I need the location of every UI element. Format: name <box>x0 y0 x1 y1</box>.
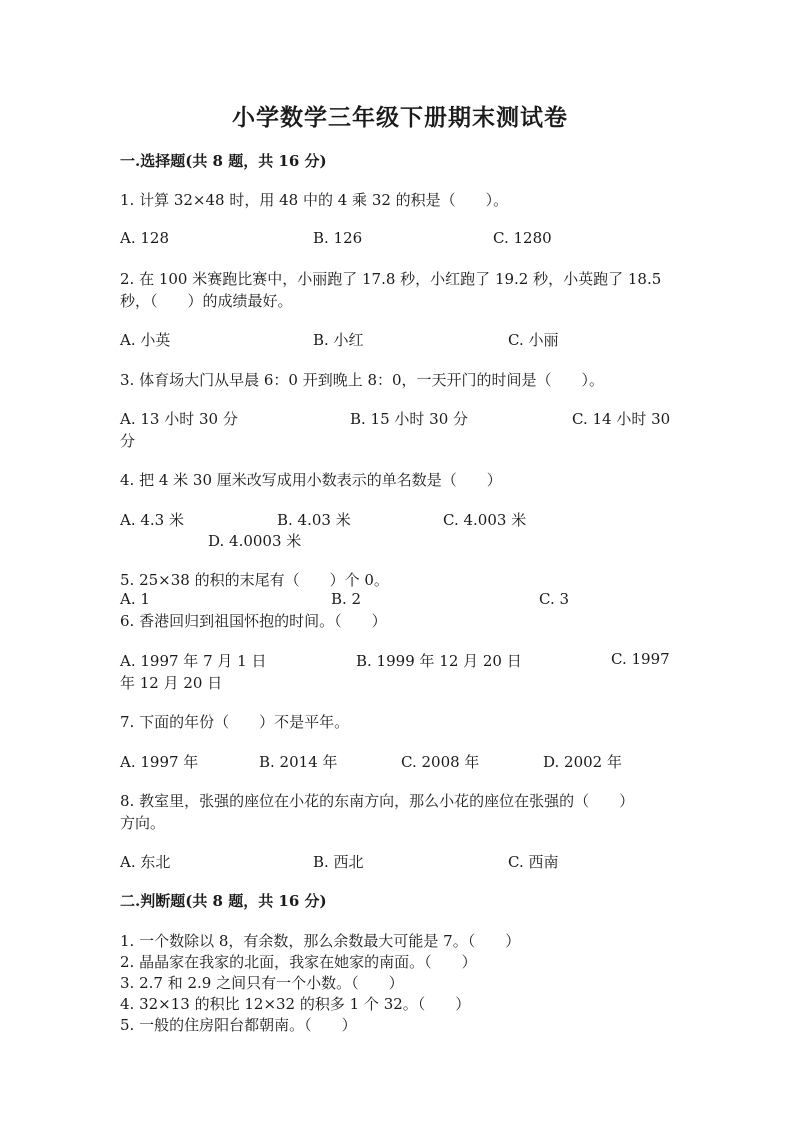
question-4-stem: 4. 把 4 米 30 厘米改写成用小数表示的单名数是（ ） <box>120 471 502 489</box>
question-8-option-a: A. 东北 <box>120 853 171 871</box>
question-6-option-a: A. 1997 年 7 月 1 日 <box>120 652 267 670</box>
question-1-option-a: A. 128 <box>120 229 169 247</box>
question-7-stem: 7. 下面的年份（ ）不是平年。 <box>120 713 350 731</box>
question-3-option-c: C. 14 小时 30 <box>572 410 671 428</box>
question-2-stem-line-2: 秒，（ ）的成绩最好。 <box>120 292 293 310</box>
question-1-option-b: B. 126 <box>313 229 363 247</box>
question-4-option-c: C. 4.003 米 <box>443 511 527 529</box>
question-6-option-b: B. 1999 年 12 月 20 日 <box>356 652 522 670</box>
question-2-stem-line-1: 2. 在 100 米赛跑比赛中，小丽跑了 17.8 秒，小红跑了 19.2 秒，小英跑了 18.5 <box>120 270 662 288</box>
question-4-option-b: B. 4.03 米 <box>277 511 351 529</box>
question-7-option-b: B. 2014 年 <box>259 753 338 771</box>
question-2-option-a: A. 小英 <box>120 331 171 349</box>
question-8-option-c: C. 西南 <box>508 853 559 871</box>
question-1-stem: 1. 计算 32×48 时，用 48 中的 4 乘 32 的积是（ ）。 <box>120 191 509 209</box>
judgement-item-5: 5. 一般的住房阳台都朝南。（ ） <box>120 1016 357 1034</box>
question-4-option-d: D. 4.0003 米 <box>208 532 302 550</box>
judgement-item-1: 1. 一个数除以 8，有余数，那么余数最大可能是 7。（ ） <box>120 932 521 950</box>
question-2-option-c: C. 小丽 <box>508 331 559 349</box>
judgement-item-4: 4. 32×13 的积比 12×32 的积多 1 个 32。（ ） <box>120 995 471 1013</box>
question-2-option-b: B. 小红 <box>313 331 364 349</box>
question-1-option-c: C. 1280 <box>493 229 552 247</box>
section-heading-choice: 一.选择题(共 8 题，共 16 分) <box>120 152 327 170</box>
question-5-option-b: B. 2 <box>331 590 362 608</box>
section-heading-true-false: 二.判断题(共 8 题，共 16 分) <box>120 892 327 910</box>
question-7-option-d: D. 2002 年 <box>543 753 622 771</box>
question-5-option-a: A. 1 <box>120 590 150 608</box>
question-3-option-a: A. 13 小时 30 分 <box>120 410 238 428</box>
question-8-stem-line-2: 方向。 <box>120 814 166 832</box>
judgement-item-3: 3. 2.7 和 2.9 之间只有一个小数。（ ） <box>120 974 404 992</box>
question-3-option-b: B. 15 小时 30 分 <box>350 410 469 428</box>
question-7-option-c: C. 2008 年 <box>401 753 480 771</box>
question-3-stem: 3. 体育场大门从早晨 6：0 开到晚上 8：0，一天开门的时间是（ ）。 <box>120 371 605 389</box>
question-6-stem: 6. 香港回归到祖国怀抱的时间。（ ） <box>120 612 387 630</box>
question-5-option-c: C. 3 <box>539 590 570 608</box>
question-5-stem: 5. 25×38 的积的末尾有（ ）个 0。 <box>120 571 389 589</box>
question-8-stem-line-1: 8. 教室里，张强的座位在小花的东南方向，那么小花的座位在张强的（ ） <box>120 792 635 810</box>
question-6-option-c-wrap: 年 12 月 20 日 <box>120 674 223 692</box>
question-6-option-c: C. 1997 <box>611 650 670 668</box>
exam-title: 小学数学三年级下册期末测试卷 <box>232 104 568 131</box>
question-4-option-a: A. 4.3 米 <box>120 511 184 529</box>
judgement-item-2: 2. 晶晶家在我家的北面，我家在她家的南面。（ ） <box>120 953 477 971</box>
question-3-option-c-wrap: 分 <box>120 432 136 450</box>
question-7-option-a: A. 1997 年 <box>120 753 199 771</box>
question-8-option-b: B. 西北 <box>313 853 364 871</box>
